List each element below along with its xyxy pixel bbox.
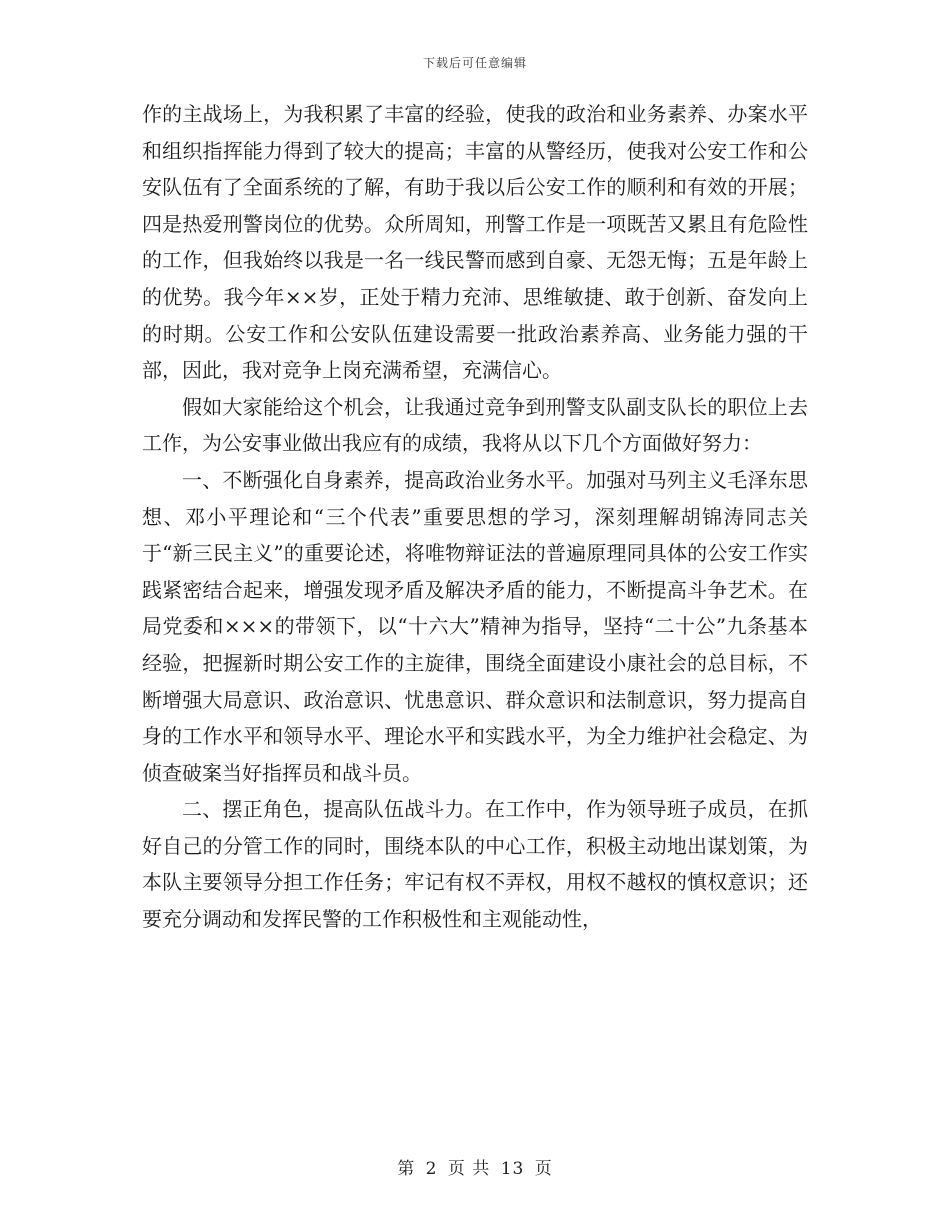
page-number: 2	[425, 1159, 438, 1179]
page-total: 13	[500, 1159, 525, 1179]
page-header: 下载后可任意编辑	[422, 56, 527, 70]
footer-suffix: 页	[534, 1159, 553, 1179]
paragraph: 假如大家能给这个机会，让我通过竞争到刑警支队副支队长的职位上去工作，为公安事业做出我应有的成绩，我将从以下几个方面做好努力：	[142, 394, 808, 456]
footer-middle: 页 共	[447, 1159, 491, 1179]
page-footer	[0, 1154, 950, 1179]
paragraph: 一、不断强化自身素养，提高政治业务水平。加强对马列主义毛泽东思想、邓小平理论和“三个代表”重要思想的学习，深刻理解胡锦涛同志关于“新三民主义”的重要论述，将唯物辩证法的普遍原理同具体的公安工作实践紧密结合起来，增强发现矛盾及解决矛盾的能力，不断提高斗争艺术。在局党委和×××的带领下，以“十六大”精神为指导，坚持“二十公”九条基本经验，把握新时期公安工作的主旋律，围绕全面建设小康社会的总目标，不断增强大局意识、政治意识、忧患意识、群众意识和法制意识，努力提高自身的工作水平和领导水平、理论水平和实践水平，为全力维护社会稳定、为侦查破案当好指挥员和战斗员。	[142, 467, 808, 785]
document-body	[142, 96, 808, 938]
paragraph-continued: 作的主战场上，为我积累了丰富的经验，使我的政治和业务素养、办案水平和组织指挥能力得到了较大的提高；丰富的从警经历，使我对公安工作和公安队伍有了全面系统的了解，有助于我以后公安工作的顺利和有效的开展；四是热爱刑警岗位的优势。众所周知，刑警工作是一项既苦又累且有危险性的工作，但我始终以我是一名一线民警而感到自豪、无怨无悔；五是年龄上的优势。我今年××岁，正处于精力充沛、思维敏捷、敢于创新、奋发向上的时期。公安工作和公安队伍建设需要一批政治素养高、业务能力强的干部，因此，我对竞争上岗充满希望，充满信心。	[142, 102, 808, 383]
footer-prefix: 第	[397, 1159, 416, 1179]
paragraph: 二、摆正角色，提高队伍战斗力。在工作中，作为领导班子成员，在抓好自己的分管工作的同时，围绕本队的中心工作，积极主动地出谋划策，为本队主要领导分担工作任务；牢记有权不弄权，用权不越权的慎权意识；还要充分调动和发挥民警的工作积极性和主观能动性，	[142, 797, 808, 932]
